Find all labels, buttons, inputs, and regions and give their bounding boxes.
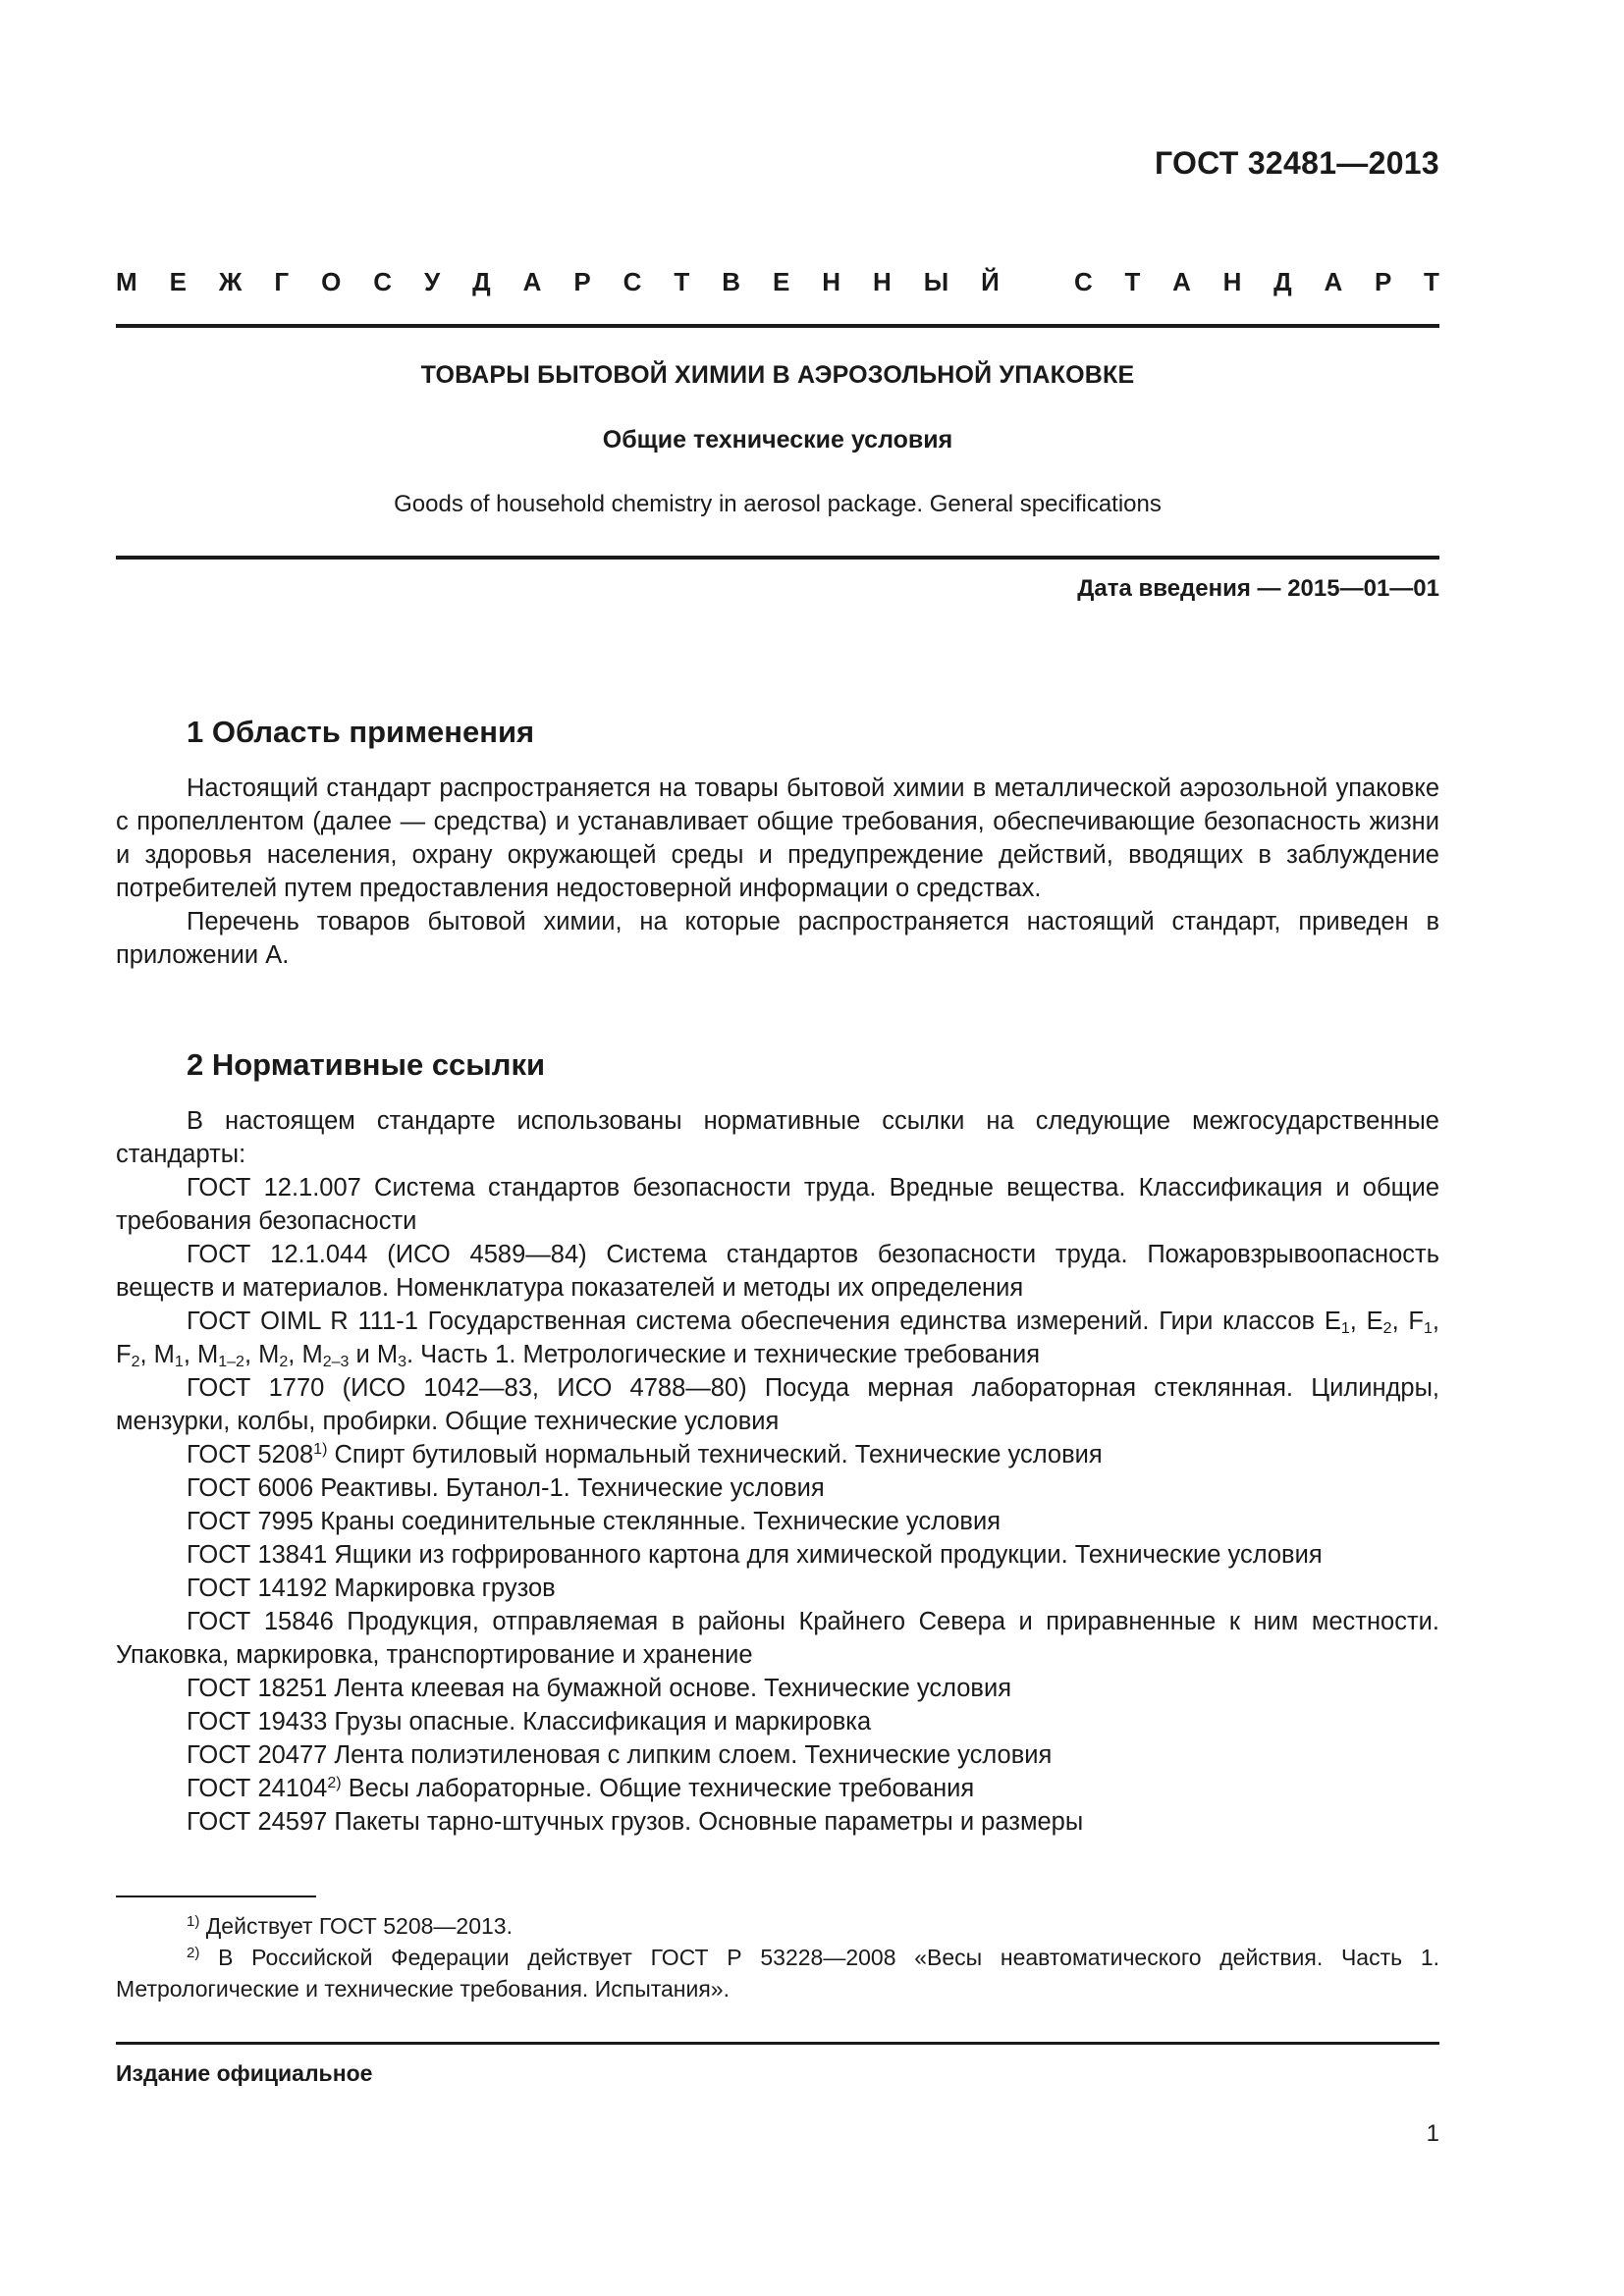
document-page: [116, 0, 1439, 2296]
reference-item-5208: ГОСТ 5208$^{1)}$ Спирт бутиловый нормальный технический. Технические условия: [187, 1441, 1103, 1468]
introduction-date: Дата введения — 2015—01—01: [1077, 575, 1439, 602]
banner-letter: Г: [274, 267, 290, 296]
banner-letter: С: [373, 267, 393, 296]
banner-letter: У: [424, 267, 441, 296]
banner-letter: Д: [472, 267, 491, 296]
subtitle-russian: Общие технические условия: [602, 426, 953, 454]
footnotes: [116, 1910, 1439, 2004]
reference-item: ГОСТ 1770 (ИСО 1042—83, ИСО 4788—80) Посуда мерная лабораторная стеклянная. Цилиндры, мензурки, колбы, пробирки. Общие технические условия: [116, 1374, 1439, 1435]
reference-item-24104: ГОСТ 24104$^{2)}$ Весы лабораторные. Общие технические требования: [187, 1775, 975, 1802]
banner-letter: С: [623, 267, 642, 296]
banner-letter: Е: [772, 267, 790, 296]
banner-letter: В: [722, 267, 741, 296]
banner-letter: Н: [873, 267, 892, 296]
banner-letter: Т: [674, 267, 690, 296]
title-rule: [116, 556, 1439, 560]
reference-item: ГОСТ 14192 Маркировка грузов: [187, 1575, 556, 1602]
footer-rule: [116, 2042, 1439, 2045]
reference-item: ГОСТ 13841 Ящики из гофрированного картона для химической продукции. Технические условия: [187, 1541, 1323, 1569]
banner-letter: А: [1172, 267, 1191, 296]
banner-letter: Ж: [218, 267, 243, 296]
reference-item: ГОСТ 24597 Пакеты тарно-штучных грузов. Основные параметры и размеры: [187, 1808, 1084, 1836]
banner-letter: Д: [1273, 267, 1292, 296]
scope-paragraph: Настоящий стандарт распространяется на товары бытовой химии в металлической аэрозольной упаковке с пропеллентом (далее — средства) и устанавливает общие требования, обеспечивающие безопасность жизни и здоровья населения, охрану окружающей среды и предупреждение действий, вводящих в заблуждение потребителей путем предоставления недостоверной информации о средствах.: [116, 774, 1439, 902]
footnote-item: $^{2)}$ В Российской Федерации действует ГОСТ Р 53228—2008 «Весы неавтоматического действия. Часть 1. Метрологические и технические требования. Испытания».: [116, 1945, 1440, 2002]
banner-letter: М: [116, 267, 137, 296]
reference-item: ГОСТ 19433 Грузы опасные. Классификация и маркировка: [187, 1708, 872, 1735]
reference-item: ГОСТ 18251 Лента клеевая на бумажной основе. Технические условия: [187, 1675, 1012, 1702]
document-number: ГОСТ 32481—2013: [1154, 145, 1439, 181]
banner-letter: Н: [1222, 267, 1242, 296]
official-edition-label: Издание официальное: [116, 2060, 373, 2086]
footnote-marker[interactable]: 1): [313, 1441, 328, 1458]
footnote-separator: [116, 1896, 316, 1897]
reference-item: ГОСТ 15846 Продукция, отправляемая в районы Крайнего Севера и приравненные к ним местности. Упаковка, маркировка, транспортирование и хранение: [116, 1608, 1439, 1669]
header-rule: [116, 324, 1439, 328]
banner-word-standard: [1074, 267, 1439, 300]
reference-item: ГОСТ 6006 Реактивы. Бутанол-1. Технические условия: [187, 1474, 825, 1502]
banner-letter: Ы: [923, 267, 949, 296]
banner-letter: С: [1074, 267, 1093, 296]
section-heading: 1 Область применения: [187, 715, 535, 749]
section-scope: [116, 713, 1439, 972]
banner-word-interstate: [116, 267, 1000, 300]
banner-letter: Е: [169, 267, 187, 296]
reference-item: ГОСТ 12.1.044 (ИСО 4589—84) Система стандартов безопасности труда. Пожаровзрывоопасность веществ и материалов. Номенклатура показателей и методы их определения: [116, 1241, 1439, 1302]
page-number: 1: [1426, 2120, 1439, 2147]
banner-letter: Р: [1374, 267, 1392, 296]
reference-item: ГОСТ 7995 Краны соединительные стеклянные. Технические условия: [187, 1508, 1001, 1535]
banner-letter: О: [321, 267, 342, 296]
title-russian: ТОВАРЫ БЫТОВОЙ ХИМИИ В АЭРОЗОЛЬНОЙ УПАКОВКЕ: [420, 361, 1135, 389]
title-english: Goods of household chemistry in aerosol package. General specifications: [394, 491, 1162, 517]
banner-letter: Й: [981, 267, 1000, 296]
banner-letter: А: [522, 267, 542, 296]
banner-letter: Т: [1124, 267, 1141, 296]
banner-letter: А: [1324, 267, 1343, 296]
scope-paragraph: Перечень товаров бытовой химии, на которые распространяется настоящий стандарт, приведен в приложении А.: [116, 908, 1439, 969]
footnote-marker[interactable]: 2): [327, 1775, 342, 1791]
footnote-item: $^{1)}$ Действует ГОСТ 5208—2013.: [187, 1913, 513, 1939]
banner-letter: Н: [822, 267, 841, 296]
banner-letter: Т: [1424, 267, 1439, 296]
reference-item-oiml: ГОСТ OIML R 111-1 Государственная система обеспечения единства измерений. Гири классов $E_1$, $E_2$, $F_1$, $F_2$, $M_1$, $M_{1-2}$, $M_2$, $M_{2-3}$ и $M_3$. Часть 1. Метрологические и технические требования: [116, 1308, 1439, 1370]
reference-item: ГОСТ 12.1.007 Система стандартов безопасности труда. Вредные вещества. Классификация и общие требования безопасности: [116, 1174, 1439, 1235]
banner-letter: Р: [573, 267, 591, 296]
interstate-standard-banner: [116, 267, 1439, 300]
reference-item: ГОСТ 20477 Лента полиэтиленовая с липким слоем. Технические условия: [187, 1741, 1053, 1769]
section-normative-references: [116, 1045, 1439, 1839]
references-intro: В настоящем стандарте использованы нормативные ссылки на следующие межгосударственные стандарты:: [116, 1107, 1439, 1168]
section-heading: 2 Нормативные ссылки: [187, 1047, 546, 1082]
